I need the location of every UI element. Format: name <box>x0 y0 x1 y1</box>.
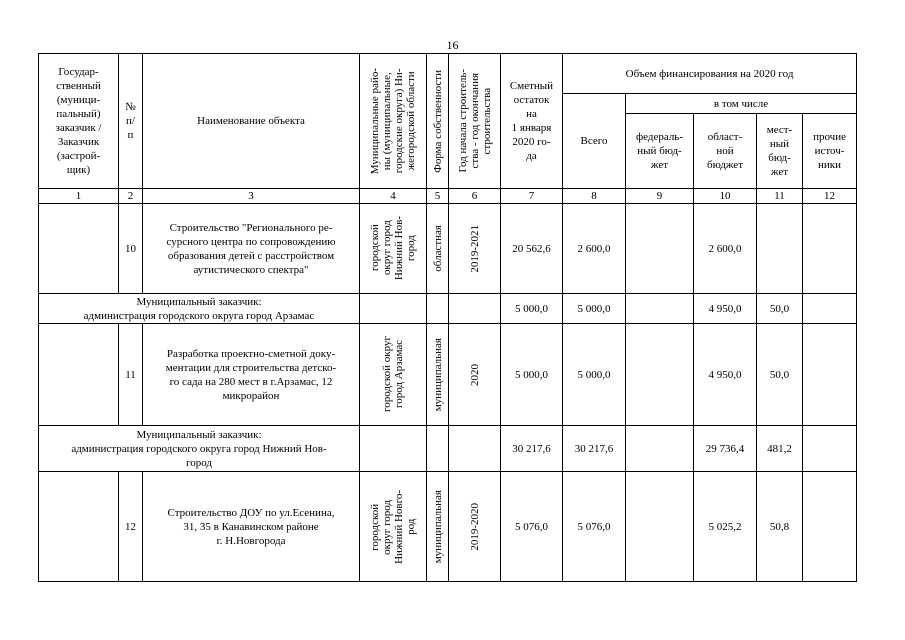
column-number: 8 <box>563 189 626 204</box>
row-district: городской округ город Нижний Нов- город <box>360 204 427 294</box>
header-financing-volume: Объем финансирования на 2020 год <box>563 54 857 94</box>
row-federal <box>626 472 694 582</box>
row-remainder: 30 217,6 <box>501 426 563 472</box>
column-number: 4 <box>360 189 427 204</box>
header-federal: федераль- ный бюд- жет <box>626 114 694 189</box>
column-number: 1 <box>39 189 119 204</box>
page-number: 16 <box>446 38 459 52</box>
row-object-name: Строительство "Регионального ре- сурсного центра по сопровождению образования детей с расстройством аутистического спектра" <box>143 204 360 294</box>
empty-cell <box>427 294 449 324</box>
row-total: 5 076,0 <box>563 472 626 582</box>
row-years: 2019-2020 <box>449 472 501 582</box>
row-object-name: Строительство ДОУ по ул.Есенина, 31, 35 в Канавинском районе г. Н.Новгорода <box>143 472 360 582</box>
row-local: 50,0 <box>757 294 803 324</box>
row-federal <box>626 426 694 472</box>
row-regional: 29 736,4 <box>694 426 757 472</box>
header-regional: област- ной бюджет <box>694 114 757 189</box>
header-local: мест- ный бюд- жет <box>757 114 803 189</box>
row-customer-cell <box>39 472 119 582</box>
header-ownership-form: Форма собственности <box>427 54 449 189</box>
row-remainder: 5 076,0 <box>501 472 563 582</box>
row-other <box>803 426 857 472</box>
table-row <box>39 324 857 426</box>
row-regional: 4 950,0 <box>694 324 757 426</box>
row-ownership: муниципальная <box>427 472 449 582</box>
column-number: 11 <box>757 189 803 204</box>
customer-subheader: Муниципальный заказчик: администрация городского округа город Нижний Нов- город <box>39 426 360 472</box>
customer-subheader-row <box>39 426 857 472</box>
header-years: Год начала строитель- ства - год окончания строительства <box>449 54 501 189</box>
row-regional: 4 950,0 <box>694 294 757 324</box>
row-other <box>803 472 857 582</box>
row-total: 5 000,0 <box>563 324 626 426</box>
table-row <box>39 472 857 582</box>
column-number: 10 <box>694 189 757 204</box>
row-remainder: 5 000,0 <box>501 294 563 324</box>
header-including: в том числе <box>626 94 857 114</box>
row-other <box>803 204 857 294</box>
row-federal <box>626 294 694 324</box>
column-number: 5 <box>427 189 449 204</box>
row-local: 481,2 <box>757 426 803 472</box>
row-regional: 2 600,0 <box>694 204 757 294</box>
row-no: 12 <box>119 472 143 582</box>
row-district: городской округ город Нижний Новго- род <box>360 472 427 582</box>
empty-cell <box>360 426 427 472</box>
column-number: 2 <box>119 189 143 204</box>
header-estimated-remainder: Сметный остаток на 1 января 2020 го- да <box>501 54 563 189</box>
column-number: 9 <box>626 189 694 204</box>
column-number: 6 <box>449 189 501 204</box>
customer-subheader: Муниципальный заказчик: администрация городского округа город Арзамас <box>39 294 360 324</box>
column-number: 3 <box>143 189 360 204</box>
row-total: 5 000,0 <box>563 294 626 324</box>
header-no: № п/ п <box>119 54 143 189</box>
financing-table <box>38 53 857 582</box>
empty-cell <box>449 426 501 472</box>
header-total: Всего <box>563 94 626 189</box>
row-customer-cell <box>39 324 119 426</box>
header-object-name: Наименование объекта <box>143 54 360 189</box>
empty-cell <box>427 426 449 472</box>
header-municipal-districts: Муниципальные райо- ны (муниципальные, городские округа) Ни- жегородской области <box>360 54 427 189</box>
empty-cell <box>449 294 501 324</box>
row-district: городской округ город Арзамас <box>360 324 427 426</box>
column-number: 7 <box>501 189 563 204</box>
row-total: 2 600,0 <box>563 204 626 294</box>
row-total: 30 217,6 <box>563 426 626 472</box>
row-regional: 5 025,2 <box>694 472 757 582</box>
table-row <box>39 204 857 294</box>
header-other: прочие источ- ники <box>803 114 857 189</box>
row-years: 2020 <box>449 324 501 426</box>
row-object-name: Разработка проектно-сметной доку- ментации для строительства детско- го сада на 280 мест в г.Арзамас, 12 микрорайон <box>143 324 360 426</box>
row-federal <box>626 204 694 294</box>
row-other <box>803 324 857 426</box>
column-number: 12 <box>803 189 857 204</box>
row-no: 10 <box>119 204 143 294</box>
row-remainder: 5 000,0 <box>501 324 563 426</box>
row-years: 2019-2021 <box>449 204 501 294</box>
row-other <box>803 294 857 324</box>
header-customer: Государ- ственный (муници- пальный) заказчик / Заказчик (застрой- щик) <box>39 54 119 189</box>
row-local <box>757 204 803 294</box>
row-ownership: областная <box>427 204 449 294</box>
row-ownership: муниципальная <box>427 324 449 426</box>
row-local: 50,0 <box>757 324 803 426</box>
row-customer-cell <box>39 204 119 294</box>
row-remainder: 20 562,6 <box>501 204 563 294</box>
row-federal <box>626 324 694 426</box>
row-local: 50,8 <box>757 472 803 582</box>
column-numbers-row <box>39 189 857 204</box>
row-no: 11 <box>119 324 143 426</box>
empty-cell <box>360 294 427 324</box>
customer-subheader-row <box>39 294 857 324</box>
